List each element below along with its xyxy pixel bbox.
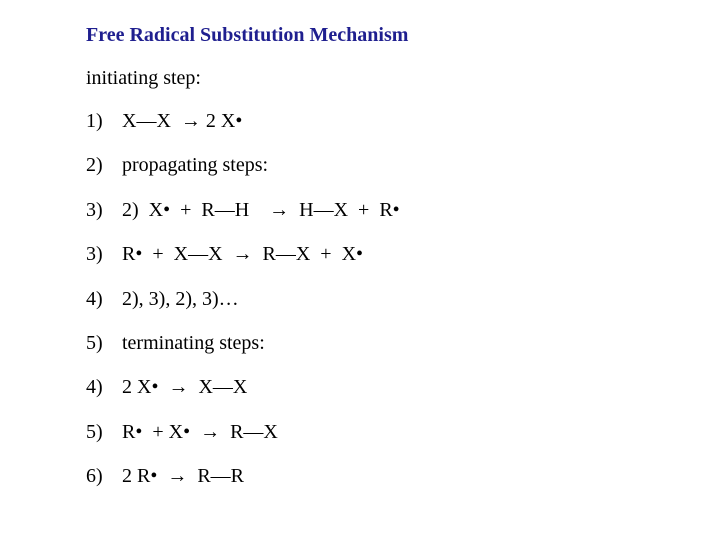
step-number: 5) <box>86 331 103 354</box>
step-number: 4) <box>86 287 103 310</box>
step-number: 4) <box>86 376 103 399</box>
step-text: R• + X—X → R—X + X• <box>122 243 364 266</box>
step-row <box>86 376 400 420</box>
step-row <box>86 332 400 376</box>
step-row <box>86 110 400 154</box>
step-row <box>86 288 400 332</box>
step-row <box>86 465 400 509</box>
step-row <box>86 154 400 198</box>
step-text: X—X → 2 X• <box>122 110 243 132</box>
step-row <box>86 421 400 465</box>
step-row <box>86 243 400 287</box>
step-text: propagating steps: <box>122 154 269 177</box>
step-text: 2), 3), 2), 3)… <box>122 287 239 310</box>
step-row <box>86 199 400 243</box>
slide-title: Free Radical Substitution Mechanism <box>86 24 409 46</box>
step-number: 1) <box>86 110 103 132</box>
step-text: R• + X• → R—X <box>122 420 278 443</box>
step-number: 2) <box>86 154 103 177</box>
initiating-step-heading: initiating step: <box>86 67 201 89</box>
step-text: 2 R• → R—R <box>122 465 245 488</box>
step-number: 5) <box>86 420 103 443</box>
step-number: 6) <box>86 465 103 488</box>
step-text: terminating steps: <box>122 331 265 354</box>
mechanism-steps-list <box>86 110 400 510</box>
step-number: 3) <box>86 243 103 266</box>
step-text: 2) X• + R—H → H—X + R• <box>122 198 400 221</box>
step-text: 2 X• → X—X <box>122 376 248 399</box>
step-number: 3) <box>86 198 103 221</box>
